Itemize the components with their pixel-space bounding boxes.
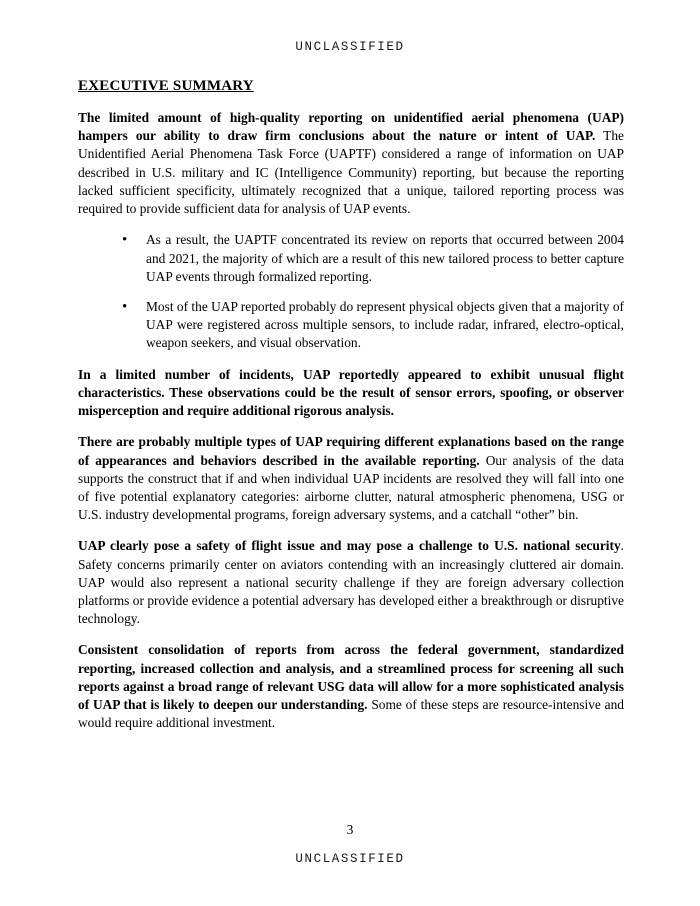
header-classification-banner: UNCLASSIFIED bbox=[295, 40, 405, 54]
paragraph-1-body: The Unidentified Aerial Phenomena Task Force (UAPTF) considered a range of information on UAP described in U.S. military and IC (Intelligence Community) reporting, but because the reporting lacked sufficient specificity, ultimately recognized that a unique, tailored reporting process was required to provide sufficient data for analysis of UAP events. bbox=[78, 128, 624, 217]
paragraph-4 bbox=[78, 537, 624, 628]
list-item: • As a result, the UAPTF concentrated its review on reports that occurred between 2004 and 2021, the majority of which are a result of this new tailored process to better capture UAP events through formalized reporting. bbox=[120, 231, 624, 286]
paragraph-3 bbox=[78, 433, 624, 524]
paragraph-5-body: Some of these steps are resource-intensive and would require additional investment. bbox=[78, 697, 624, 731]
paragraph-5-lead: Consistent consolidation of reports from across the federal government, standardized reporting, increased collection and analysis, and a streamlined process for screening all such reports against a broad range of relevant USG data will allow for a more sophisticated analysis of UAP that is likely to deepen our understanding. bbox=[78, 642, 624, 713]
paragraph-1-lead: The limited amount of high-quality reporting on unidentified aerial phenomena (UAP) hampers our ability to draw firm conclusions about the nature or intent of UAP. bbox=[78, 110, 624, 144]
paragraph-5 bbox=[78, 641, 624, 732]
paragraph-1 bbox=[78, 109, 624, 218]
paragraph-2-lead: In a limited number of incidents, UAP reportedly appeared to exhibit unusual flight characteristics. These observations could be the result of sensor errors, spoofing, or observer misperception and require additional rigorous analysis. bbox=[78, 366, 624, 419]
paragraph-4-body: . Safety concerns primarily center on aviators contending with an increasingly cluttered air domain. UAP would also represent a national security challenge if they are foreign adversary collection platforms or provide evidence a potential adversary has developed either a breakthrough or disruptive technology. bbox=[78, 538, 624, 627]
bullet-list bbox=[78, 231, 624, 352]
document-body bbox=[78, 78, 624, 746]
page-number: 3 bbox=[346, 822, 354, 837]
paragraph-3-body: Our analysis of the data supports the construct that if and when individual UAP incidents are resolved they will fall into one of five potential explanatory categories: airborne clutter, natural atmospheric phenomena, USG or U.S. industry developmental programs, foreign adversary systems, and a catchall “other” bin. bbox=[78, 452, 624, 523]
paragraph-2 bbox=[78, 366, 624, 421]
page-title: EXECUTIVE SUMMARY bbox=[78, 78, 254, 94]
footer-classification-banner: UNCLASSIFIED bbox=[295, 852, 405, 866]
list-item: • Most of the UAP reported probably do represent physical objects given that a majority of UAP were registered across multiple sensors, to include radar, infrared, electro-optical, weapon seekers, and visual observation. bbox=[120, 298, 624, 353]
paragraph-4-lead: UAP clearly pose a safety of flight issue and may pose a challenge to U.S. national security bbox=[78, 538, 621, 554]
paragraph-3-lead: There are probably multiple types of UAP requiring different explanations based on the range of appearances and behaviors described in the available reporting. bbox=[78, 434, 624, 468]
